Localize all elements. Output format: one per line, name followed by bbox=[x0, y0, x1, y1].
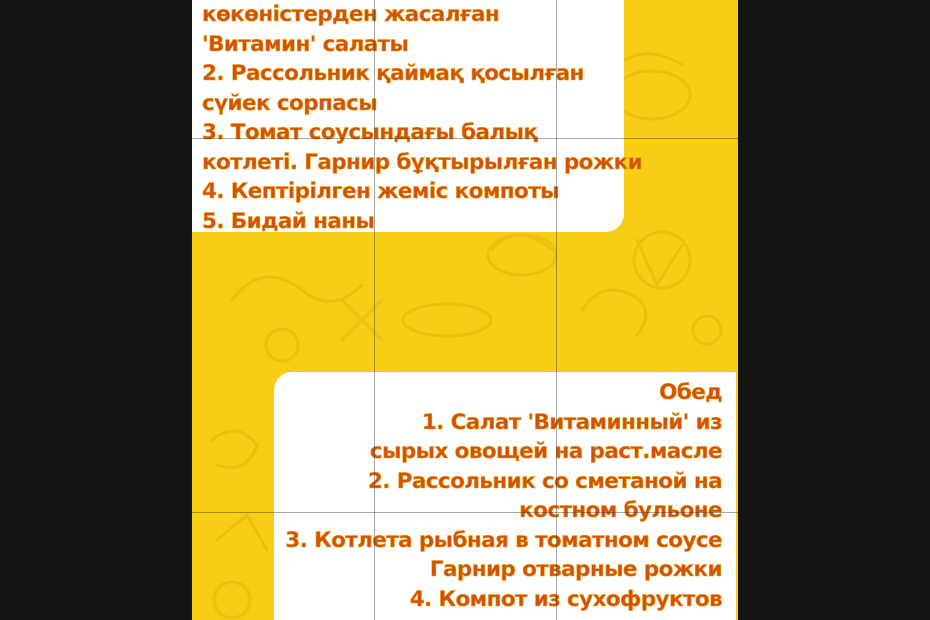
kazakh-menu-line: 4. Кептірілген жеміс компоты bbox=[202, 179, 559, 204]
kazakh-menu-line: 5. Бидай наны bbox=[202, 208, 375, 234]
letterbox-left bbox=[0, 0, 192, 620]
russian-menu-line: 2. Рассольник со сметаной на bbox=[367, 468, 722, 494]
kazakh-menu-line: котлеті. Гарнир бұқтырылған рожки bbox=[202, 149, 643, 175]
kazakh-menu-line: 2. Рассольник қаймақ қосылған bbox=[202, 61, 584, 86]
russian-menu-title: Обед bbox=[659, 380, 722, 405]
russian-menu-line: 3. Котлета рыбная в томатном соусе bbox=[285, 527, 722, 553]
russian-menu-line: сырых овощей на раст.масле bbox=[369, 439, 722, 464]
kazakh-menu-line: 'Витамин' салаты bbox=[202, 31, 409, 57]
russian-menu-line: костном бульоне bbox=[519, 498, 722, 523]
menu-image bbox=[192, 0, 738, 620]
kazakh-menu-card bbox=[192, 0, 643, 234]
kazakh-menu-line: сүйек сорпасы bbox=[202, 90, 378, 116]
kazakh-menu-line: көкөністерден жасалған bbox=[202, 2, 500, 27]
letterbox-right bbox=[738, 0, 930, 620]
russian-menu-card bbox=[274, 372, 736, 620]
russian-menu-line: 1. Салат 'Витаминный' из bbox=[421, 409, 722, 435]
russian-menu-line: 4. Компот из сухофруктов bbox=[409, 586, 722, 612]
russian-menu-line: Гарнир отварные рожки bbox=[429, 557, 722, 582]
kazakh-menu-line: 3. Томат соусындағы балық bbox=[202, 120, 538, 145]
